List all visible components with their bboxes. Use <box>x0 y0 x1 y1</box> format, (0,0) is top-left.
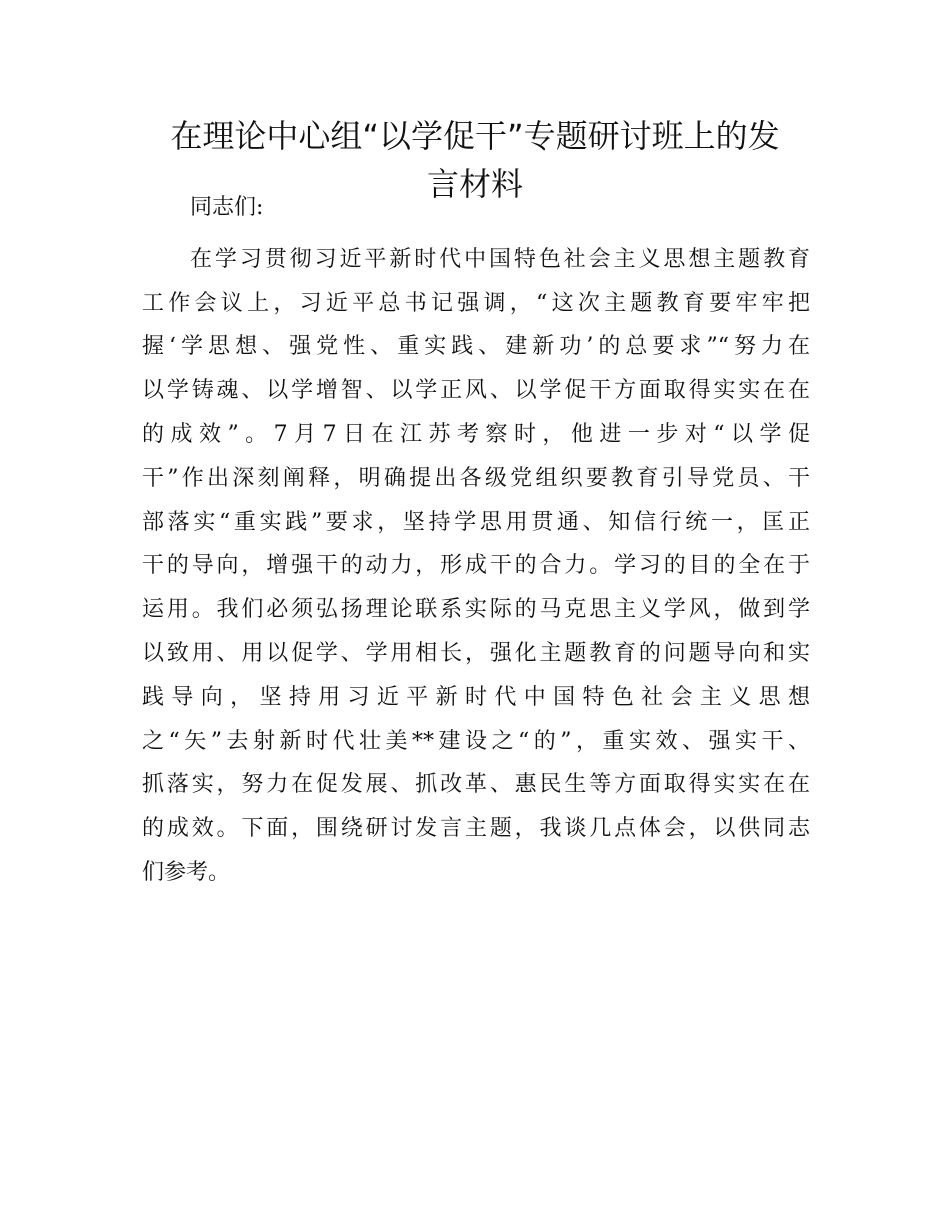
paragraph-line: 以学铸魂、以学增智、以学正风、以学促干方面取得实实在在 <box>142 378 810 404</box>
title-line: 在理论中心组“以学促干”专题研讨班上的发 <box>170 117 780 155</box>
paragraph-line: 践导向，坚持用习近平新时代中国特色社会主义思想 <box>142 684 810 710</box>
salutation: 同志们: <box>190 195 264 220</box>
title-line: 言材料 <box>426 165 523 203</box>
paragraph-line: 在学习贯彻习近平新时代中国特色社会主义思想主题教育 <box>190 246 810 272</box>
paragraph-line: 的成效。下面，围绕研讨发言主题，我谈几点体会，以供同志 <box>142 816 810 842</box>
paragraph-line: 们参考。 <box>142 859 231 885</box>
paragraph-line: 干的导向，增强干的动力，形成干的合力。学习的目的全在于 <box>142 553 810 579</box>
paragraph-line: 的成效”。7月7日在江苏考察时，他进一步对“以学促 <box>142 421 810 447</box>
paragraph-line: 运用。我们必须弘扬理论联系实际的马克思主义学风，做到学 <box>142 597 810 623</box>
paragraph-line: 以致用、用以促学、学用相长，强化主题教育的问题导向和实 <box>142 640 810 666</box>
paragraph-line: 之“矢”去射新时代壮美**建设之“的”，重实效、强实干、 <box>142 728 810 754</box>
paragraph-line: 握‘学思想、强党性、重实践、建新功’的总要求”“努力在 <box>142 334 810 360</box>
paragraph-line: 部落实“重实践”要求，坚持学思用贯通、知信行统一，匡正 <box>142 509 810 535</box>
paragraph-line: 干”作出深刻阐释，明确提出各级党组织要教育引导党员、干 <box>142 465 810 491</box>
document-body <box>142 186 810 895</box>
paragraph-line: 工作会议上，习近平总书记强调，“这次主题教育要牢牢把 <box>142 290 810 316</box>
paragraph <box>142 238 810 895</box>
paragraph-line: 抓落实，努力在促发展、抓改革、惠民生等方面取得实实在在 <box>142 772 810 798</box>
